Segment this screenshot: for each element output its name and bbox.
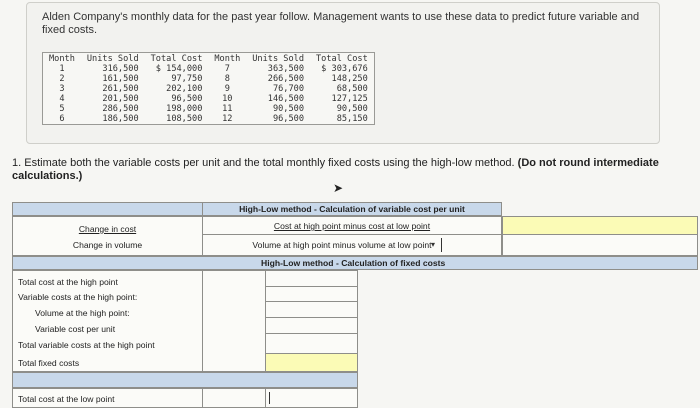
formula-cost-dropdown[interactable] bbox=[202, 216, 502, 235]
table-row bbox=[43, 74, 374, 84]
table-cell: 2 bbox=[59, 74, 65, 84]
table-cell: 201,500 bbox=[102, 94, 139, 104]
fixed-line-variable-high: Variable costs at the high point: bbox=[18, 292, 138, 302]
table-cell: 146,500 bbox=[267, 94, 304, 104]
table-cell: 96,500 bbox=[171, 94, 203, 104]
formula-cost-text: Cost at high point minus cost at low point bbox=[273, 221, 431, 231]
variable-cost-blank bbox=[502, 234, 698, 256]
change-in-cost-label: Change in cost bbox=[78, 224, 137, 234]
col-header-month: Month bbox=[214, 54, 241, 64]
fixed-title-cell bbox=[12, 256, 698, 270]
question-text bbox=[12, 157, 682, 183]
table-cell: 316,500 bbox=[102, 64, 139, 74]
variable-cost-title: High-Low method - Calculation of variable cost per unit bbox=[239, 204, 465, 214]
table-cell: 8 bbox=[224, 74, 230, 84]
col-header-month: Month bbox=[49, 54, 75, 64]
table-cell: 90,500 bbox=[272, 104, 304, 114]
col-header-units-sold: Units Sold bbox=[86, 54, 139, 64]
fixed-line-total-cost-high: Total cost at the high point bbox=[18, 277, 118, 287]
table-cell: 286,500 bbox=[102, 104, 139, 114]
low-point-middle bbox=[202, 388, 266, 408]
fixed-cost-title: High-Low method - Calculation of fixed costs bbox=[261, 258, 446, 268]
formula-volume-dropdown[interactable] bbox=[202, 234, 502, 256]
low-point-label-cell bbox=[12, 388, 203, 408]
table-cell: 4 bbox=[59, 94, 65, 104]
table-cell: 3 bbox=[59, 84, 65, 94]
table-cell: 261,500 bbox=[102, 84, 139, 94]
table-cell: 9 bbox=[224, 84, 230, 94]
table-cell: $ 154,000 bbox=[155, 64, 203, 74]
table-cell: 11 bbox=[222, 104, 233, 114]
change-in-volume-label: Change in volume bbox=[72, 240, 143, 250]
table-cell: 127,125 bbox=[331, 94, 368, 104]
table-cell: 90,500 bbox=[336, 104, 368, 114]
fixed-col-middle bbox=[202, 270, 266, 372]
table-row bbox=[43, 104, 374, 114]
low-point-header bbox=[12, 372, 358, 388]
input-total-variable-high[interactable] bbox=[265, 333, 358, 354]
table-cell: 202,100 bbox=[166, 84, 203, 94]
table-cell: 76,700 bbox=[272, 84, 304, 94]
table-cell: 266,500 bbox=[267, 74, 304, 84]
change-label-cell bbox=[12, 216, 203, 256]
formula-volume-text: Volume at high point minus volume at low point bbox=[252, 240, 432, 250]
input-total-cost-high[interactable] bbox=[265, 270, 358, 287]
fixed-spacer-1 bbox=[265, 286, 358, 302]
question-main: 1. Estimate both the variable costs per unit and the total monthly fixed costs using the high-low method. bbox=[12, 157, 518, 169]
fixed-line-total-fixed: Total fixed costs bbox=[18, 358, 80, 368]
table-cell: 186,500 bbox=[102, 114, 139, 124]
table-row bbox=[43, 94, 374, 104]
table-cell: $ 303,676 bbox=[321, 64, 368, 74]
col-header-total-cost: Total Cost bbox=[150, 54, 203, 64]
table-row bbox=[43, 84, 374, 94]
input-total-cost-low[interactable] bbox=[265, 388, 358, 408]
fixed-line-variable-per-unit: Variable cost per unit bbox=[35, 324, 116, 334]
table-cell: 6 bbox=[59, 114, 65, 124]
table-cell: 97,750 bbox=[171, 74, 203, 84]
col-header-units-sold: Units Sold bbox=[252, 54, 304, 64]
fixed-line-volume-high: Volume at the high point: bbox=[35, 308, 130, 318]
table-row bbox=[43, 114, 374, 124]
low-point-label: Total cost at the low point bbox=[18, 394, 115, 404]
table-cell: 363,500 bbox=[267, 64, 304, 74]
table-cell: 12 bbox=[222, 114, 233, 124]
fixed-line-total-variable-high: Total variable costs at the high point bbox=[18, 340, 155, 350]
input-total-fixed[interactable] bbox=[265, 353, 358, 372]
question-instruction: (Do not round intermediate calculations.) bbox=[12, 157, 659, 182]
mouse-cursor-icon: ➤ bbox=[333, 181, 344, 195]
text-cursor bbox=[441, 238, 442, 252]
fixed-labels-cell bbox=[12, 270, 203, 372]
table-cell: 108,500 bbox=[166, 114, 203, 124]
input-variable-per-unit[interactable] bbox=[265, 317, 358, 334]
table-cell: 7 bbox=[224, 64, 230, 74]
table-cell: 96,500 bbox=[272, 114, 304, 124]
variable-cost-answer-input[interactable] bbox=[502, 216, 698, 235]
input-volume-high[interactable] bbox=[265, 301, 358, 318]
table-row bbox=[43, 64, 374, 74]
table-cell: 161,500 bbox=[102, 74, 139, 84]
header-blank-left bbox=[12, 202, 203, 216]
table-cell: 1 bbox=[59, 64, 65, 74]
chevron-down-icon[interactable]: ▾ bbox=[431, 240, 436, 249]
table-cell: 198,000 bbox=[166, 104, 203, 114]
variable-title-cell bbox=[202, 202, 502, 216]
table-cell: 10 bbox=[222, 94, 233, 104]
data-table bbox=[42, 52, 375, 125]
table-cell: 68,500 bbox=[336, 84, 368, 94]
text-cursor bbox=[269, 392, 270, 404]
table-cell: 5 bbox=[59, 104, 65, 114]
col-header-total-cost: Total Cost bbox=[316, 54, 368, 64]
table-cell: 148,250 bbox=[331, 74, 368, 84]
problem-intro: Alden Company's monthly data for the past year follow. Management wants to use these data to predict future variable and fixed costs. bbox=[42, 11, 640, 36]
table-cell: 85,150 bbox=[336, 114, 368, 124]
